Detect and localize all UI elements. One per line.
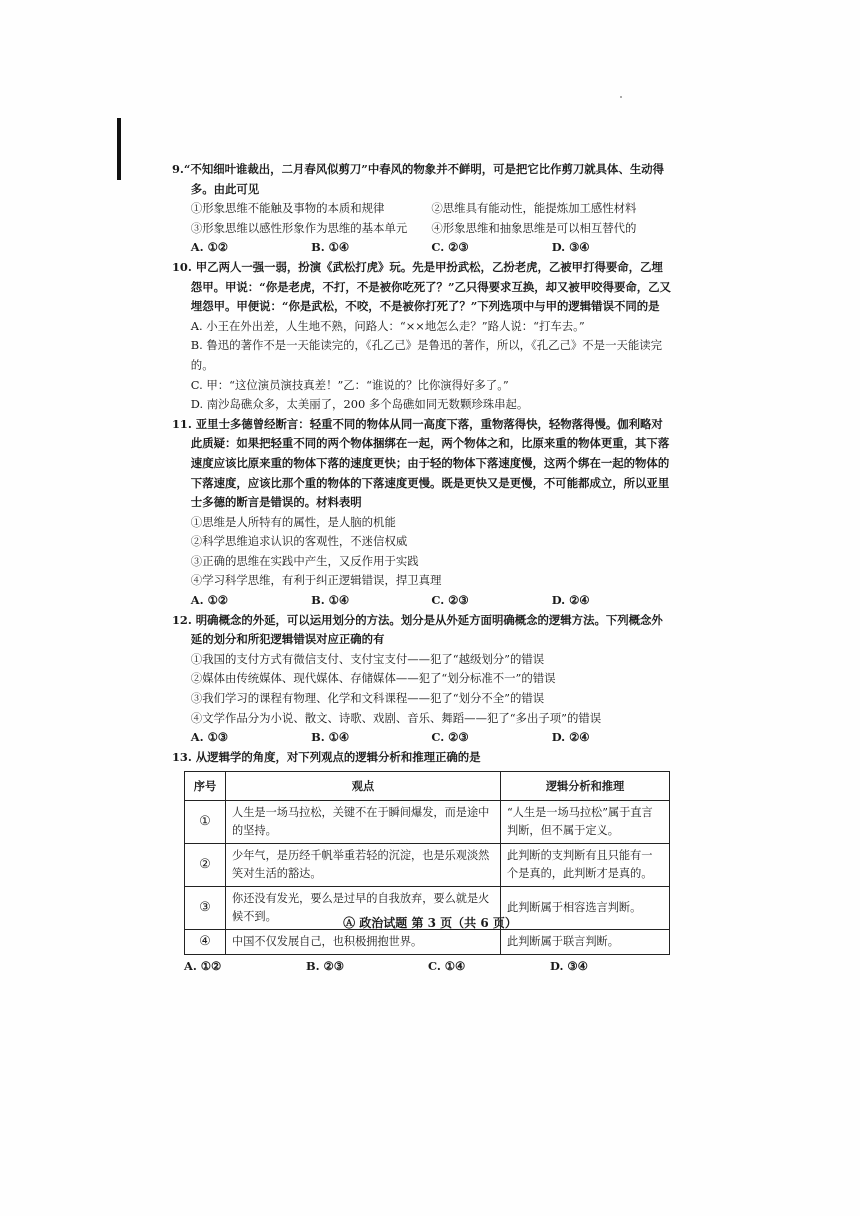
statement-3: ③正确的思维在实践中产生，又反作用于实践	[190, 553, 419, 568]
statement-4: ④形象思维和抽象思维是可以相互替代的	[431, 220, 637, 235]
choice-c: C. ②③	[431, 240, 469, 255]
statement-3: ③形象思维以感性形象作为思维的基本单元	[190, 220, 408, 235]
statement-1: ①思维是人所特有的属性，是人脑的机能	[190, 514, 396, 529]
choice-a: A. ①②	[184, 959, 222, 974]
table-header-row	[185, 772, 670, 801]
statement-3: ③我们学习的课程有物理、化学和文科课程——犯了“划分不全”的错误	[190, 691, 545, 706]
option-d: D. 南沙岛礁众多，太美丽了，200 多个岛礁如同无数颗珍珠串起。	[190, 397, 529, 412]
choice-b: B. ①④	[311, 730, 350, 745]
choice-a: A. ①②	[190, 593, 228, 608]
header-view: 观点	[226, 772, 501, 801]
question-stem: 11. 亚里士多德曾经断言：轻重不同的物体从同一高度下落，重物落得快，轻物落得慢。伽利略对此质疑：如果把轻重不同的两个物体捆绑在一起，两个物体之和，比原来重的物体更重，其下落速度应该比原来重的物体下落的速度更快；由于轻的物体下落速度慢，这两个绑在一起的物体的下落速度，应该比那个重的物体的下落速度更慢。既是更快又是更慢，不可能都成立，所以亚里士多德的断言是错误的。材料表明	[172, 416, 670, 510]
answer-choices	[172, 591, 672, 611]
statement-2: ②科学思维追求认识的客观性，不迷信权威	[190, 534, 408, 549]
row-view: 你还没有发光，要么是过早的自我放弃，要么就是火候不到。	[226, 887, 501, 930]
answer-choices	[172, 728, 672, 748]
row-view: 人生是一场马拉松，关键不在于瞬间爆发，而是途中的坚持。	[226, 801, 501, 844]
table-row	[185, 844, 670, 887]
row-analysis: 此判断属于联言判断。	[501, 930, 670, 955]
statement-2: ②媒体由传统媒体、现代媒体、存储媒体——犯了“划分标准不一”的错误	[190, 671, 556, 686]
page-footer: Ⓐ 政治试题 第 3 页（共 6 页）	[343, 916, 517, 930]
option-b: B. 鲁迅的著作不是一天能读完的，《孔乙己》是鲁迅的著作，所以，《孔乙己》不是一天能读完的。	[190, 338, 663, 372]
statement-4: ④文学作品分为小说、散文、诗歌、戏剧、音乐、舞蹈——犯了“多出子项”的错误	[190, 710, 602, 725]
header-analysis: 逻辑分析和推理	[501, 772, 670, 801]
row-number: ③	[185, 887, 226, 930]
choice-c: C. ②③	[431, 730, 469, 745]
row-number: ④	[185, 930, 226, 955]
answer-choices	[172, 238, 672, 258]
choice-b: B. ①④	[311, 593, 350, 608]
question-11	[172, 415, 672, 611]
row-number: ②	[185, 844, 226, 887]
choice-c: C. ②③	[431, 593, 469, 608]
statement-4: ④学习科学思维，有利于纠正逻辑错误，捍卫真理	[190, 573, 442, 588]
question-stem: 9.“不知细叶谁裁出，二月春风似剪刀”中春风的物象并不鲜明，可是把它比作剪刀就具体、生动得多。由此可见	[172, 162, 665, 196]
question-13	[172, 748, 672, 977]
row-view: 少年气，是历经千帆举重若轻的沉淀，也是乐观淡然笑对生活的豁达。	[226, 844, 501, 887]
choice-b: B. ①④	[311, 240, 350, 255]
question-9	[172, 160, 672, 258]
binding-mark	[117, 118, 121, 180]
choice-d: D. ②④	[551, 730, 590, 745]
choice-a: A. ①②	[190, 240, 228, 255]
question-stem: 13. 从逻辑学的角度，对下列观点的逻辑分析和推理正确的是	[172, 749, 481, 764]
exam-page	[172, 160, 672, 977]
statement-1: ①我国的支付方式有微信支付、支付宝支付——犯了“越级划分”的错误	[190, 651, 545, 666]
question-stem: 10. 甲乙两人一强一弱，扮演《武松打虎》玩。先是甲扮武松，乙扮老虎，乙被甲打得要命，乙埋怨甲。甲说：“你是老虎，不打，不是被你吃死了？”乙只得要求互换，却又被甲咬得要命，乙又埋怨甲。甲便说：“你是武松，不咬，不是被你打死了？”下列选项中与甲的逻辑错误不同的是	[172, 259, 671, 314]
option-a: A. 小王在外出差，人生地不熟，问路人：“××地怎么走？”路人说：“打车去。”	[190, 318, 585, 333]
question-10	[172, 258, 672, 415]
row-number: ①	[185, 801, 226, 844]
choice-a: A. ①③	[190, 730, 228, 745]
option-c: C. 甲：“这位演员演技真差！”乙：“谁说的？比你演得好多了。”	[190, 377, 509, 392]
question-stem: 12. 明确概念的外延，可以运用划分的方法。划分是从外延方面明确概念的逻辑方法。下列概念外延的划分和所犯逻辑错误对应正确的有	[172, 612, 663, 647]
answer-choices	[172, 957, 672, 977]
choice-b: B. ②③	[306, 959, 344, 974]
choice-d: D. ②④	[551, 593, 590, 608]
question-12	[172, 611, 672, 748]
row-view: 中国不仅发展自己，也积极拥抱世界。	[226, 930, 501, 955]
choice-d: D. ③④	[550, 959, 588, 974]
table-row	[185, 930, 670, 955]
choice-d: D. ③④	[551, 240, 590, 255]
row-analysis: 此判断的支判断有且只能有一个是真的，此判断才是真的。	[501, 844, 670, 887]
statement-options	[172, 199, 672, 238]
row-analysis: “人生是一场马拉松”属于直言判断，但不属于定义。	[501, 801, 670, 844]
statement-1: ①形象思维不能触及事物的本质和规律	[190, 201, 385, 216]
table-row	[185, 801, 670, 844]
row-analysis: 此判断属于相容选言判断。	[501, 887, 670, 930]
statement-2: ②思维具有能动性，能提炼加工感性材料	[431, 201, 637, 216]
scan-speck	[620, 96, 622, 98]
header-number: 序号	[185, 772, 226, 801]
choice-c: C. ①④	[428, 959, 466, 974]
